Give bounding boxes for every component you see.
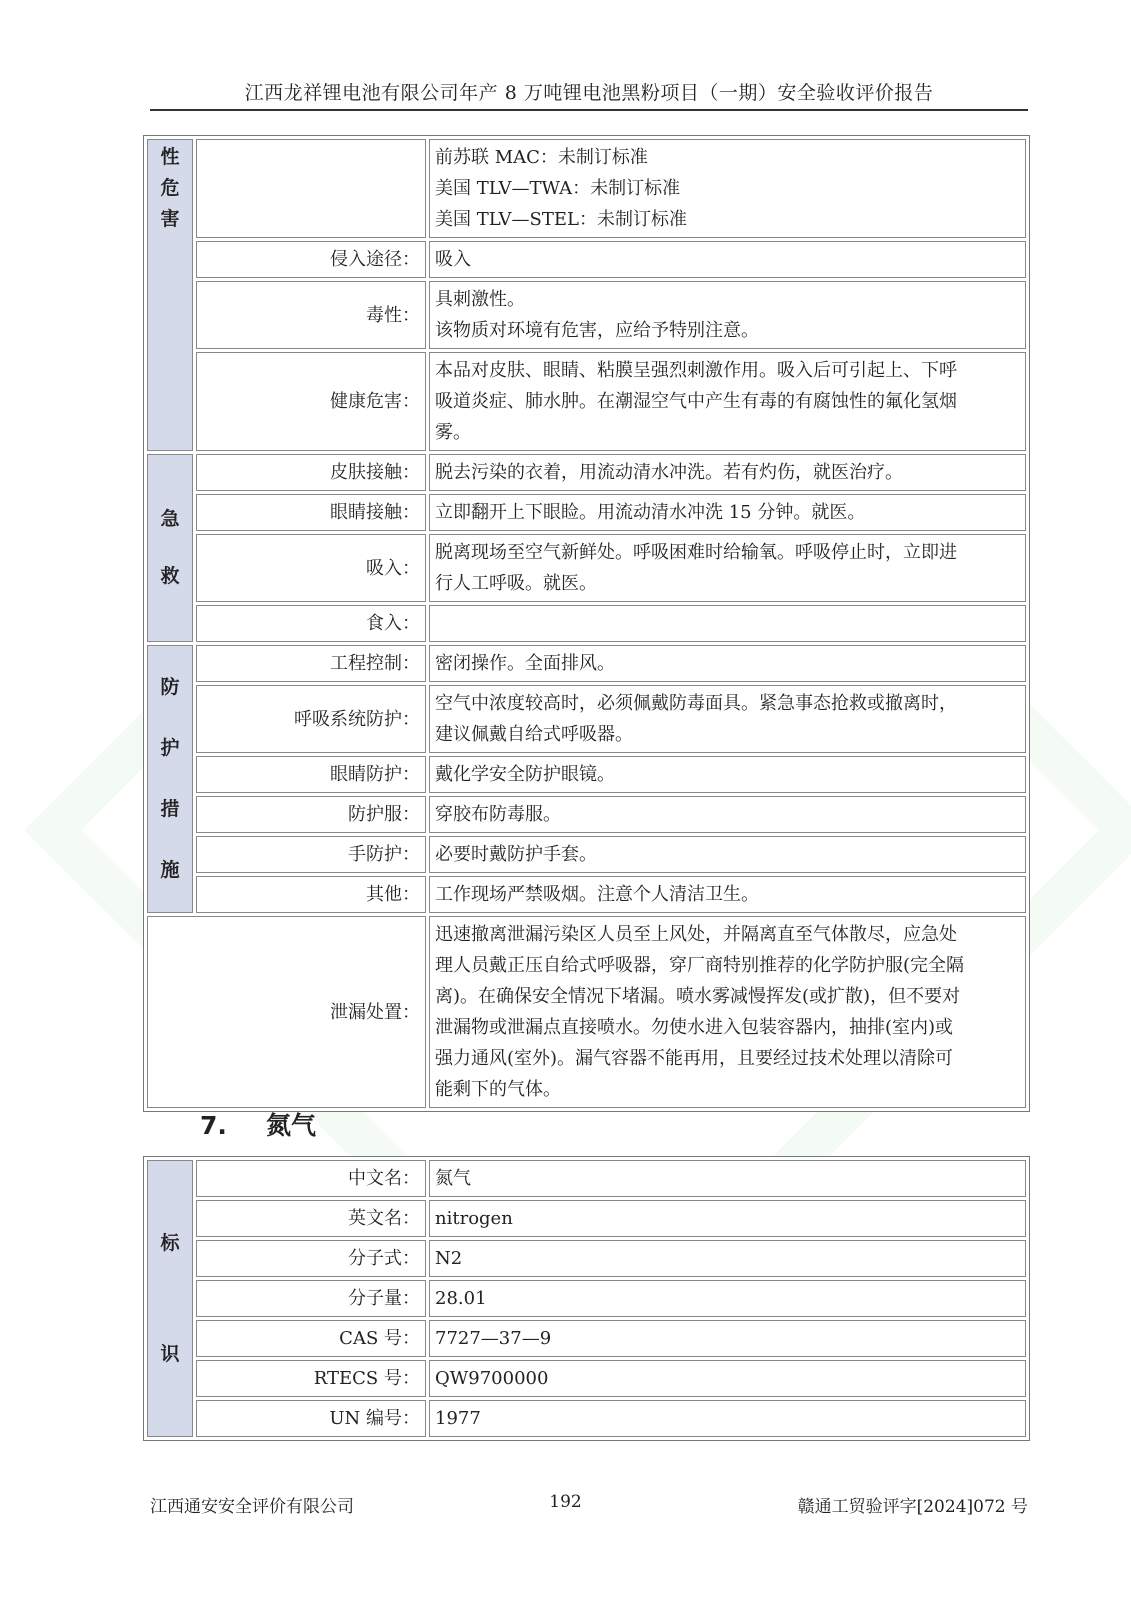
section-label-char: 标 [160,1231,180,1254]
value-line: 理人员戴正压自给式呼吸器，穿厂商特别推荐的化学防护服(完全隔 [435,955,965,976]
field-value [429,605,1026,642]
section-label-char: 护 [160,737,180,759]
footer-doc-number: 赣通工贸验评字[2024]072 号 [797,1497,1028,1517]
table-row [147,534,1026,602]
field-label: 眼睛防护： [196,756,426,793]
section-label-char: 识 [160,1342,180,1365]
value-line: 美国 TLV—STEL：未制订标准 [435,209,687,230]
table-row [147,494,1026,531]
section-label [147,645,193,913]
field-label: 皮肤接触： [196,454,426,491]
field-label: UN 编号： [196,1400,426,1437]
field-label: CAS 号： [196,1320,426,1357]
table-row [147,1240,1026,1277]
table-row [147,1200,1026,1237]
value-line: 工作现场严禁吸烟。注意个人清洁卫生。 [435,884,759,905]
field-value [429,796,1026,833]
value-line: 美国 TLV—TWA：未制订标准 [435,178,681,199]
section-label-char: 危 [160,177,180,199]
footer-company: 江西通安安全评价有限公司 [150,1497,354,1517]
field-value: 氮气 [429,1160,1026,1197]
field-value [429,836,1026,873]
value-line: 具刺激性。 [435,289,525,310]
table-row [147,281,1026,349]
section-label [147,454,193,642]
value-line: 本品对皮肤、眼睛、粘膜呈强烈刺激作用。吸入后可引起上、下呼 [435,360,957,381]
field-value: 1977 [429,1400,1026,1437]
value-line: 戴化学安全防护眼镜。 [435,764,615,785]
field-value: nitrogen [429,1200,1026,1237]
value-line: 雾。 [435,422,471,443]
table-row [147,1400,1026,1437]
table-row [147,916,1026,1108]
footer-page-number: 192 [549,1492,582,1512]
table-row [147,836,1026,873]
field-label: RTECS 号： [196,1360,426,1397]
field-label: 毒性： [196,281,426,349]
table-row [147,645,1026,682]
field-value [429,139,1026,238]
value-line: 密闭操作。全面排风。 [435,653,615,674]
section-label-char: 性 [160,146,180,168]
table-row [147,756,1026,793]
section-title: 氮气 [266,1111,317,1140]
field-label: 分子量： [196,1280,426,1317]
table-row [147,685,1026,753]
field-label: 防护服： [196,796,426,833]
field-value: QW9700000 [429,1360,1026,1397]
field-value [429,916,1026,1108]
table-row [147,876,1026,913]
field-value [429,756,1026,793]
value-line: 能剩下的气体。 [435,1079,561,1100]
table-row [147,796,1026,833]
field-label [196,139,426,238]
field-label: 泄漏处置： [147,916,426,1108]
section-label-char: 防 [160,676,180,698]
value-line: 离)。在确保安全情况下堵漏。喷水雾减慢挥发(或扩散)，但不要对 [435,986,961,1007]
field-label: 英文名： [196,1200,426,1237]
msds-table-hf [143,135,1030,1112]
field-value [429,645,1026,682]
section-label [147,139,193,451]
field-value [429,876,1026,913]
field-label: 眼睛接触： [196,494,426,531]
section-label-char: 施 [160,859,180,881]
value-line: 迅速撤离泄漏污染区人员至上风处，并隔离直至气体散尽，应急处 [435,924,957,945]
section-heading [200,1106,316,1142]
table-row [147,139,1026,238]
value-line [435,608,1020,639]
value-line: 行人工呼吸。就医。 [435,573,597,594]
section-label-char: 急 [160,508,180,530]
field-label: 中文名： [196,1160,426,1197]
value-line: 强力通风(室外)。漏气容器不能再用，且要经过技术处理以清除可 [435,1048,954,1069]
table-row [147,1280,1026,1317]
value-line: 吸道炎症、肺水肿。在潮湿空气中产生有毒的有腐蚀性的氟化氢烟 [435,391,957,412]
table-row [147,605,1026,642]
field-value: N2 [429,1240,1026,1277]
value-line: 建议佩戴自给式呼吸器。 [435,724,633,745]
table-row [147,241,1026,278]
table-row [147,1160,1026,1197]
table-row [147,1320,1026,1357]
field-value: 28.01 [429,1280,1026,1317]
section-label-char: 救 [160,565,180,587]
table-row [147,1360,1026,1397]
section-label [147,1160,193,1437]
table-row [147,454,1026,491]
field-value [429,454,1026,491]
page-header: 江西龙祥锂电池有限公司年产 8 万吨锂电池黑粉项目（一期）安全验收评价报告 [150,78,1028,111]
msds-table-nitrogen [143,1156,1030,1441]
value-line: 穿胶布防毒服。 [435,804,561,825]
value-line: 泄漏物或泄漏点直接喷水。勿使水进入包装容器内，抽排(室内)或 [435,1017,954,1038]
field-label: 分子式： [196,1240,426,1277]
field-value [429,685,1026,753]
value-line: 脱离现场至空气新鲜处。呼吸困难时给输氧。呼吸停止时，立即进 [435,542,957,563]
field-value [429,352,1026,451]
section-label-char: 害 [160,208,180,230]
field-label: 其他： [196,876,426,913]
section-number: 7. [200,1111,227,1140]
field-label: 呼吸系统防护： [196,685,426,753]
field-label: 工程控制： [196,645,426,682]
field-label: 食入： [196,605,426,642]
value-line: 吸入 [435,249,471,270]
field-value [429,534,1026,602]
field-label: 健康危害： [196,352,426,451]
value-line: 脱去污染的衣着，用流动清水冲洗。若有灼伤，就医治疗。 [435,462,903,483]
table-row [147,352,1026,451]
value-line: 空气中浓度较高时，必须佩戴防毒面具。紧急事态抢救或撤离时， [435,693,957,714]
field-label: 吸入： [196,534,426,602]
field-label: 手防护： [196,836,426,873]
field-value [429,281,1026,349]
field-value [429,241,1026,278]
value-line: 前苏联 MAC：未制订标准 [435,147,648,168]
field-value: 7727—37—9 [429,1320,1026,1357]
value-line: 该物质对环境有危害，应给予特别注意。 [435,320,759,341]
section-label-char: 措 [160,798,180,820]
value-line: 必要时戴防护手套。 [435,844,597,865]
value-line: 立即翻开上下眼睑。用流动清水冲洗 15 分钟。就医。 [435,502,866,523]
field-value [429,494,1026,531]
field-label: 侵入途径： [196,241,426,278]
